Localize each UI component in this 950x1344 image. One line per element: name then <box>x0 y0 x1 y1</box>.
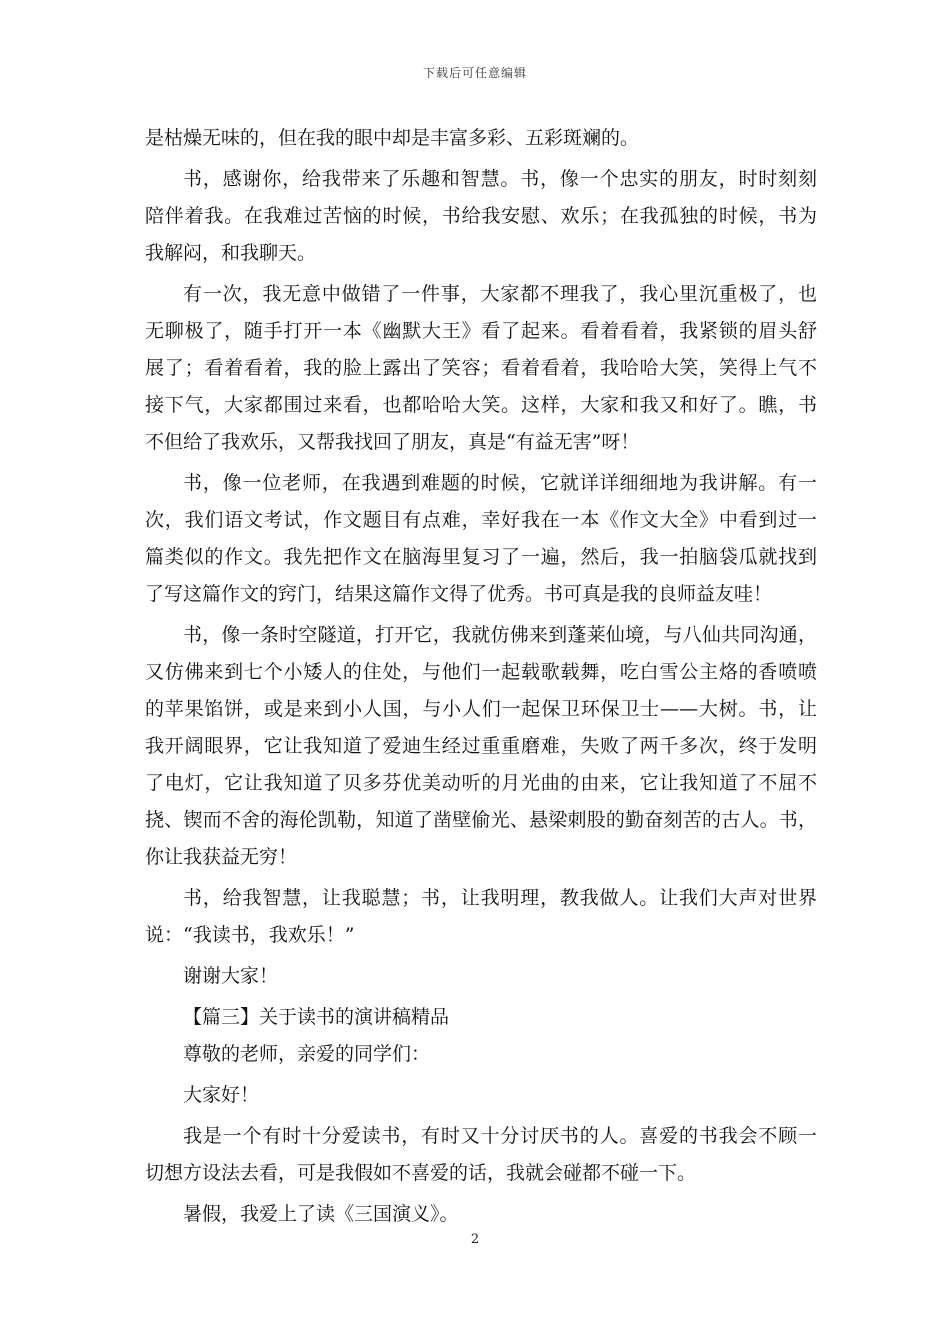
page-number: 2 <box>470 1232 480 1247</box>
text-line: 【篇三】关于读书的演讲稿精品 <box>183 1006 450 1028</box>
text-line: 书，感谢你，给我带来了乐趣和智慧。书，像一个忠实的朋友，时时刻刻 <box>183 168 817 190</box>
document-body <box>145 120 817 1233</box>
text-line: 挠、锲而不舍的海伦凯勒，知道了凿壁偷光、悬梁刺股的勤奋刻苦的古人。书， <box>145 809 817 831</box>
text-line: 有一次，我无意中做错了一件事，大家都不理我了，我心里沉重极了，也 <box>183 283 817 305</box>
text-line: 尊敬的老师，亲爱的同学们： <box>183 1043 431 1065</box>
text-line: 你让我获益无穷！ <box>145 846 298 868</box>
text-line: 陪伴着我。在我难过苦恼的时候，书给我安慰、欢乐；在我孤独的时候，书为 <box>145 205 817 227</box>
text-line: 展了；看着看着，我的脸上露出了笑容；看着看着，我哈哈大笑，笑得上气不 <box>145 357 817 379</box>
page-header: 下载后可任意编辑 <box>422 66 527 80</box>
text-line: 切想方设法去看，可是我假如不喜爱的话，我就会碰都不碰一下。 <box>145 1162 697 1184</box>
text-line: 无聊极了，随手打开一本《幽默大王》看了起来。看着看着，我紧锁的眉头舒 <box>145 320 817 342</box>
text-line: 接下气，大家都围过来看，也都哈哈大笑。这样，大家和我又和好了。瞧，书 <box>145 394 817 416</box>
text-line: 不但给了我欢乐，又帮我找回了朋友，真是“有益无害”呀！ <box>145 431 640 453</box>
text-line: 书，给我智慧，让我聪慧；书，让我明理，教我做人。让我们大声对世界 <box>183 887 817 909</box>
text-line: 书，像一位老师，在我遇到难题的时候，它就详详细细地为我讲解。有一 <box>183 472 817 494</box>
text-line: 篇类似的作文。我先把作文在脑海里复习了一遍，然后，我一拍脑袋瓜就找到 <box>145 546 817 568</box>
text-line: 次，我们语文考试，作文题目有点难，幸好我在一本《作文大全》中看到过一 <box>145 509 817 531</box>
text-line: 说：“我读书，我欢乐！” <box>145 924 355 946</box>
text-line: 又仿佛来到七个小矮人的住处，与他们一起载歌载舞，吃白雪公主烙的香喷喷 <box>145 661 817 683</box>
text-line: 书，像一条时空隧道，打开它，我就仿佛来到蓬莱仙境，与八仙共同沟通， <box>183 624 817 646</box>
text-line: 我解闷，和我聊天。 <box>145 242 317 264</box>
text-line: 暑假，我爱上了读《三国演义》。 <box>183 1203 459 1225</box>
text-line: 了写这篇作文的窍门，结果这篇作文得了优秀。书可真是我的良师益友哇！ <box>145 583 773 605</box>
text-line: 谢谢大家！ <box>183 965 279 987</box>
text-line: 了电灯，它让我知道了贝多芬优美动听的月光曲的由来，它让我知道了不屈不 <box>145 772 817 794</box>
text-line: 是枯燥无味的，但在我的眼中却是丰富多彩、五彩斑斓的。 <box>145 127 640 149</box>
text-line: 的苹果馅饼，或是来到小人国，与小人们一起保卫环保卫士——大树。书，让 <box>145 698 817 720</box>
text-line: 我开阔眼界，它让我知道了爱迪生经过重重磨难，失败了两千多次，终于发明 <box>145 735 817 757</box>
text-line: 我是一个有时十分爱读书，有时又十分讨厌书的人。喜爱的书我会不顾一 <box>183 1125 817 1147</box>
text-line: 大家好！ <box>183 1084 260 1106</box>
